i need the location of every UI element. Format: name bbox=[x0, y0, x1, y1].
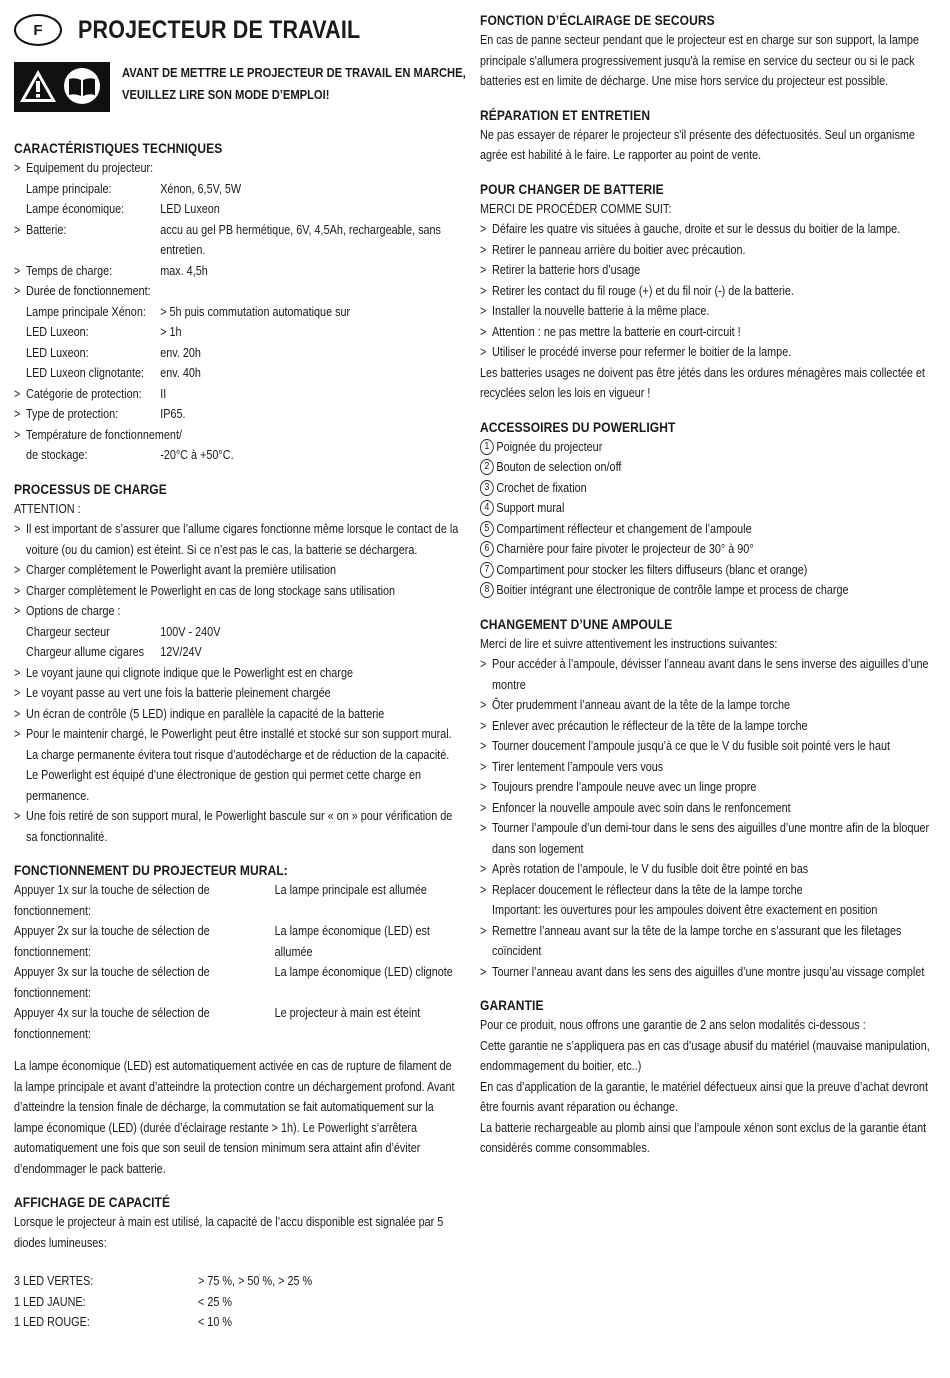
list-item: > Un écran de contrôle (5 LED) indique en parallèle la capacité de la batterie bbox=[14, 704, 463, 725]
accessory-item: 1 Poignée du projecteur bbox=[480, 437, 935, 458]
warning-text: AVANT DE METTRE LE PROJECTEUR DE TRAVAIL EN MARCHE, VEUILLEZ LIRE SON MODE D’EMPLOI! bbox=[122, 65, 466, 102]
spec-row: LED Luxeon clignotante: env. 40h bbox=[26, 366, 201, 380]
mural-paragraph: La lampe économique (LED) est automatiquement activée en cas de rupture de filament de la lampe principale et avant d’atteindre la protection contre un déchargement profond. Avant d’atteindre la tension finale de décharge, la commutation se fait automatiquement sur la lampe économique (LED) (durée d’éclairage restante > 1h). Le Powerlight s’arrêtera automatiquement une fois que son seuil de tension minimum sera attaint afin d’éviter d’endommager le pack batterie. bbox=[14, 1059, 455, 1176]
batterie-heading: POUR CHANGER DE BATTERIE bbox=[480, 180, 664, 197]
charge-heading: PROCESSUS DE CHARGE bbox=[14, 480, 167, 497]
list-item: > Enlever avec précaution le réflecteur de la tête de la lampe torche bbox=[480, 716, 935, 737]
accessory-item: 5 Compartiment réflecteur et changement de l’ampoule bbox=[480, 519, 935, 540]
list-item: > Température de fonctionnement/ bbox=[14, 425, 463, 446]
spec-row: Lampe principale: Xénon, 6,5V, 5W bbox=[26, 181, 242, 196]
right-column bbox=[480, 10, 936, 1159]
list-item: > Une fois retiré de son support mural, le Powerlight bascule sur « on » pour vérification de sa fonctionnalité. bbox=[14, 806, 463, 847]
capacite-heading: AFFICHAGE DE CAPACITÉ bbox=[14, 1194, 171, 1210]
accessory-item: 4 Support mural bbox=[480, 498, 935, 519]
list-item: > Tirer lentement l’ampoule vers vous bbox=[480, 757, 935, 778]
language-badge: F bbox=[14, 14, 62, 46]
mural-heading: FONCTIONNEMENT DU PROJECTEUR MURAL: bbox=[14, 862, 288, 878]
garantie-heading: GARANTIE bbox=[480, 997, 544, 1013]
accessoires-heading: ACCESSOIRES DU POWERLIGHT bbox=[480, 418, 676, 435]
manual-book-icon bbox=[60, 64, 104, 108]
list-item: > Retirer la batterie hors d’usage bbox=[480, 260, 935, 281]
list-item: > Enfoncer la nouvelle ampoule avec soin dans le renfoncement bbox=[480, 798, 935, 819]
capacite-paragraph: Lorsque le projecteur à main est utilisé, la capacité de l’accu disponible est signalée par 5 diodes lumineuses: bbox=[14, 1215, 444, 1250]
spec-row: Chargeur allume cigares 12V/24V bbox=[26, 645, 202, 659]
capacite-row: 1 LED ROUGE: < 10 % bbox=[14, 1315, 233, 1329]
list-item: > Utiliser le procédé inverse pour refermer le boitier de la lampe. bbox=[480, 342, 935, 363]
list-item: > Tourner l’ampoule d’un demi-tour dans le sens des aiguilles d’une montre afin de la bloquer dans son logement bbox=[480, 818, 935, 859]
spec-row: > Catégorie de protection: II bbox=[14, 384, 463, 405]
warning-block bbox=[14, 62, 522, 112]
page-title: PROJECTEUR DE TRAVAIL bbox=[78, 15, 361, 44]
list-item: > Retirer les contact du fil rouge (+) et du fil noir (-) de la batterie. bbox=[480, 281, 935, 302]
garantie-paragraph: La batterie rechargeable au plomb ainsi que l’ampoule xénon sont exclus de la garantie étant considérés comme consommables. bbox=[480, 1120, 927, 1155]
ampoule-heading: CHANGEMENT D’UNE AMPOULE bbox=[480, 615, 673, 632]
batterie-paragraph: Les batteries usages ne doivent pas être jétés dans les ordures ménagères mais collectée et recyclées selon les lois en vigueur ! bbox=[480, 365, 925, 400]
mural-row: Appuyer 4x sur la touche de sélection de fonctionnement: Le projecteur à main est éteint bbox=[14, 1006, 421, 1041]
spec-row: Lampe principale Xénon: > 5h puis commutation automatique sur bbox=[26, 304, 351, 319]
reparation-heading: RÉPARATION ET ENTRETIEN bbox=[480, 106, 651, 123]
list-item: > Après rotation de l’ampoule, le V du fusible doit être pointé en bas bbox=[480, 859, 935, 880]
spec-row: de stockage: -20°C à +50°C. bbox=[26, 448, 234, 462]
list-item: > Toujours prendre l’ampoule neuve avec un linge propre bbox=[480, 777, 935, 798]
spec-row: Lampe économique: LED Luxeon bbox=[26, 202, 220, 216]
mural-row: Appuyer 2x sur la touche de sélection de fonctionnement: La lampe économique (LED) est allumée bbox=[14, 924, 430, 959]
list-item: > Replacer doucement le réflecteur dans la tête de la lampe torche bbox=[480, 880, 935, 901]
list-item-note: Important: les ouvertures pour les ampoules doivent être exactement en position bbox=[492, 903, 878, 917]
left-column bbox=[14, 138, 464, 1333]
accessory-item: 8 Boitier intégrant une électronique de contrôle lampe et process de charge bbox=[480, 580, 935, 601]
attention-label: ATTENTION : bbox=[14, 501, 81, 516]
spec-row: LED Luxeon: > 1h bbox=[26, 325, 182, 339]
accessory-item: 6 Charnière pour faire pivoter le projecteur de 30° à 90° bbox=[480, 539, 935, 560]
list-item: > Charger complètement le Powerlight en cas de long stockage sans utilisation bbox=[14, 581, 463, 602]
spec-row: Chargeur secteur 100V - 240V bbox=[26, 624, 221, 639]
list-item: > Ôter prudemment l’anneau avant de la tête de la lampe torche bbox=[480, 695, 935, 716]
spec-row: LED Luxeon: env. 20h bbox=[26, 345, 201, 360]
reparation-paragraph: Ne pas essayer de réparer le projecteur s'il présente des défectuosités. Seul un organisme agrée est habilité à le faire. Le rapporter au point de vente. bbox=[480, 127, 915, 162]
list-item: > Le voyant passe au vert une fois la batterie pleinement chargée bbox=[14, 683, 463, 704]
spec-row: > Batterie: accu au gel PB hermétique, 6V, 4,5Ah, rechargeable, sans entretien. bbox=[14, 220, 463, 261]
capacite-row: 1 LED JAUNE: < 25 % bbox=[14, 1294, 233, 1309]
list-item: > Tourner l’anneau avant dans les sens des aiguilles d’une montre jusqu’au vissage complet bbox=[480, 962, 935, 983]
ampoule-intro: Merci de lire et suivre attentivement les instructions suivantes: bbox=[480, 636, 778, 651]
list-item: > Il est important de s’assurer que l’allume cigares fonctionne même lorsque le contact de la voiture (ou du camion) est éteint. Si ce n’est pas le cas, la batterie se déchargera. bbox=[14, 519, 463, 560]
list-item: > Pour le maintenir chargé, le Powerlight peut être installé et stocké sur son support mural. La charge permanente évitera tout risque d’autodécharge et de réduction de la capacité. Le Powerlight est équipé d’une électronique de gestion qui permet cette charge en permanence. bbox=[14, 724, 463, 806]
list-item: > Equipement du projecteur: bbox=[14, 158, 463, 179]
header bbox=[14, 14, 406, 46]
garantie-paragraph: En cas d’application de la garantie, le matériel défectueux ainsi que la preuve d’achat devront être fournis avant réparation ou échange. bbox=[480, 1079, 928, 1114]
warning-icons bbox=[14, 62, 110, 112]
batterie-intro: MERCI DE PROCÉDER COMME SUIT: bbox=[480, 201, 672, 216]
warning-triangle-icon bbox=[16, 64, 60, 108]
accessory-item: 7 Compartiment pour stocker les filters diffuseurs (blanc et orange) bbox=[480, 560, 935, 581]
list-item: > Défaire les quatre vis situées à gauche, droite et sur le dessus du boitier de la lampe. bbox=[480, 219, 935, 240]
accessory-item: 3 Crochet de fixation bbox=[480, 478, 935, 499]
secours-heading: FONCTION D’ÉCLAIRAGE DE SECOURS bbox=[480, 12, 715, 28]
garantie-paragraph: Cette garantie ne s’appliquera pas en cas d’usage abusif du matériel (mauvaise manipulation, endommagement du boitier, etc..) bbox=[480, 1038, 930, 1073]
spec-row: > Temps de charge: max. 4,5h bbox=[14, 261, 463, 282]
mural-row: Appuyer 3x sur la touche de sélection de fonctionnement: La lampe économique (LED) clignote bbox=[14, 965, 453, 1000]
capacite-row: 3 LED VERTES: > 75 %, > 50 %, > 25 % bbox=[14, 1274, 313, 1288]
list-item: > Charger complètement le Powerlight avant la première utilisation bbox=[14, 560, 463, 581]
list-item: > Options de charge : bbox=[14, 601, 463, 622]
list-item: > Le voyant jaune qui clignote indique que le Powerlight est en charge bbox=[14, 663, 463, 684]
list-item: > Installer la nouvelle batterie à la même place. bbox=[480, 301, 935, 322]
list-item: > Durée de fonctionnement: bbox=[14, 281, 463, 302]
spec-row: > Type de protection: IP65. bbox=[14, 404, 463, 425]
list-item: > Tourner doucement l’ampoule jusqu’à ce que le V du fusible soit pointé vers le haut bbox=[480, 736, 935, 757]
secours-paragraph: En cas de panne secteur pendant que le projecteur est en charge sur son support, la lampe principale s'allumera progressivement jusqu'à la remise en service du secteur ou si le pack batteries est en limite de décharge. Une mise hors service du projecteur est possible. bbox=[480, 33, 919, 88]
list-item: > Retirer le panneau arrière du boitier avec précaution. bbox=[480, 240, 935, 261]
list-item: > Remettre l’anneau avant sur la tête de la lampe torche en s’assurant que les filetages coïncident bbox=[480, 921, 935, 962]
accessory-item: 2 Bouton de selection on/off bbox=[480, 457, 935, 478]
garantie-paragraph: Pour ce produit, nous offrons une garantie de 2 ans selon modalités ci-dessous : bbox=[480, 1018, 866, 1032]
mural-row: Appuyer 1x sur la touche de sélection de fonctionnement: La lampe principale est allumée bbox=[14, 883, 427, 918]
specs-heading: CARACTÉRISTIQUES TECHNIQUES bbox=[14, 140, 223, 156]
list-item: > Pour accéder à l’ampoule, dévisser l’anneau avant dans le sens inverse des aiguilles d’une montre bbox=[480, 654, 935, 695]
list-item: > Attention : ne pas mettre la batterie en court-circuit ! bbox=[480, 322, 935, 343]
